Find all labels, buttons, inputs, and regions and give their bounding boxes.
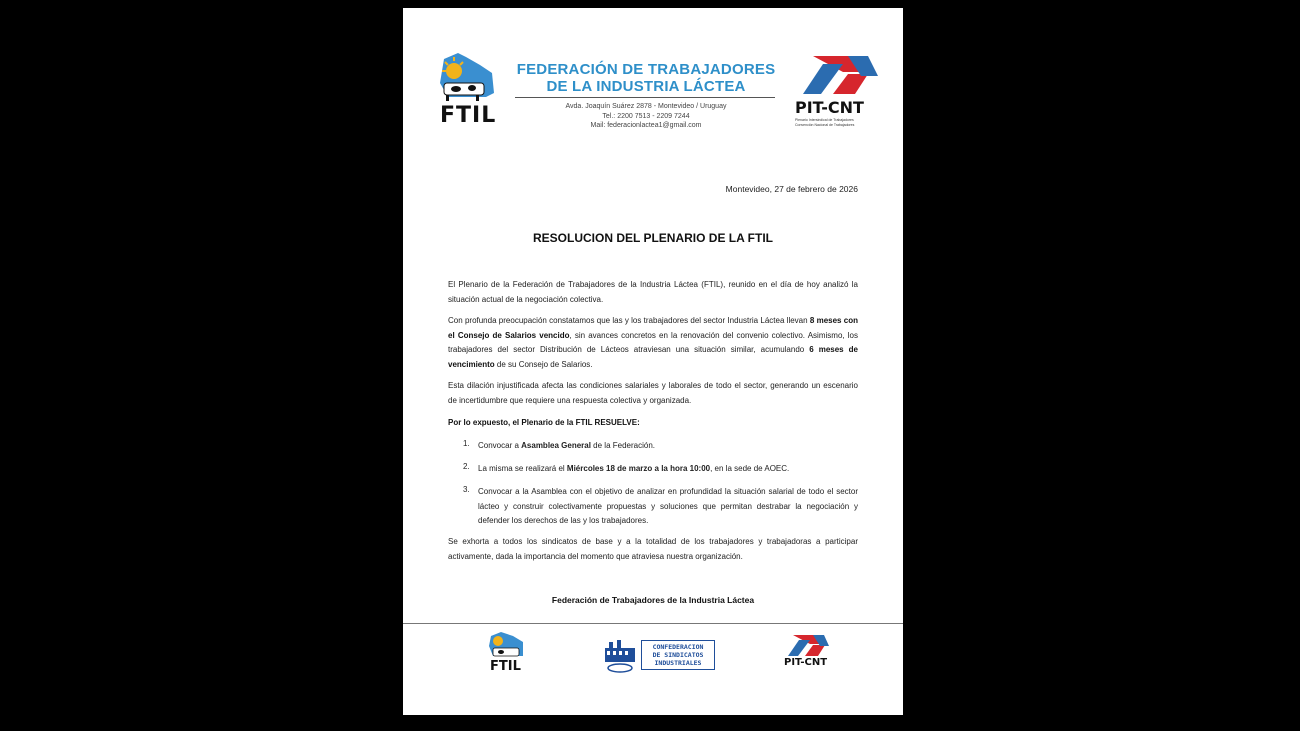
ftil-logo-text: FTIL (440, 103, 497, 128)
item-1 (478, 439, 858, 454)
document-page (403, 8, 903, 715)
item-2 (478, 462, 858, 477)
p2-text-a: Con profunda preocupación constatamos que las y los trabajadores del sector Industria Láctea llevan (448, 316, 810, 325)
footer-pit-cnt-logo (783, 634, 833, 678)
item-2-bold: Miércoles 18 de marzo a la hora 10:00 (566, 464, 711, 473)
item-1-number: 1. (463, 439, 470, 448)
item-3-number: 3. (463, 485, 470, 494)
document-date: Montevideo, 27 de febrero de 2026 (725, 184, 858, 194)
paragraph-2 (448, 314, 858, 372)
ftil-logo (436, 53, 498, 131)
item-2-text-a: La misma se realizará el (478, 464, 567, 473)
item-1-text-c: de la Federación. (590, 441, 655, 450)
csi-line2: DE SINDICATOS (652, 651, 704, 659)
footer-rule (403, 623, 903, 624)
footer-csi-logo (603, 638, 713, 674)
pit-cnt-logo-text: PIT-CNT (795, 98, 864, 117)
item-1-text-a: Convocar a (478, 441, 522, 450)
resolve-heading: Por lo expuesto, el Plenario de la FTIL RESUELVE: (448, 418, 640, 427)
pit-cnt-sub1: Plenario Intersindical de Trabajadores (795, 118, 854, 122)
footer-pit-cnt-text: PIT-CNT (784, 657, 828, 668)
header-phone: Tel.: 2200 7513 - 2209 7244 (602, 112, 690, 120)
p2-text-b: , sin avances concretos en la renovación del convenio colectivo. Asimismo, los trabajadores del sector Distribución de Lácteos atraviesan una situación similar, acumulando (448, 330, 858, 354)
csi-line1: CONFEDERACION (652, 643, 704, 651)
item-3: Convocar a la Asamblea con el objetivo de analizar en profundidad la situación salarial de todo el sector lácteo y construir colectivamente propuestas y soluciones que permitan destrabar la negociación y defender los derechos de las y los trabajadores. (478, 487, 858, 525)
footer-ftil-text: FTIL (490, 659, 521, 674)
item-2-text-c: , en la sede de AOEC. (710, 464, 790, 473)
closing-paragraph: Se exhorta a todos los sindicatos de base y a la totalidad de los trabajadores y trabajadoras a participar activamente, dada la importancia del momento que atraviesa nuestra organización. (448, 537, 858, 561)
header-mail: Mail: federacionlactea1@gmail.com (590, 122, 702, 129)
csi-line3: INDUSTRIALES (654, 659, 702, 667)
header-title (515, 61, 777, 95)
header-address: Avda. Joaquín Suárez 2878 - Montevideo / Uruguay (565, 103, 727, 110)
header-address-block (515, 102, 777, 131)
signature: Federación de Trabajadores de la Industria Láctea (551, 595, 755, 605)
footer-csi-text (641, 640, 715, 670)
pit-cnt-logo (793, 54, 883, 132)
p2-bold-b: 6 meses de vencimiento (448, 345, 858, 369)
p2-text-c: de su Consejo de Salarios. (494, 359, 593, 369)
p2-bold-a: 8 meses con el Consejo de Salarios vencido (448, 316, 858, 340)
item-2-number: 2. (463, 462, 470, 471)
item-1-bold: Asamblea General (521, 441, 591, 450)
document-title: RESOLUCION DEL PLENARIO DE LA FTIL (532, 231, 773, 245)
header-title-line1: FEDERACIÓN DE TRABAJADORES (516, 61, 776, 78)
header-rule (515, 97, 775, 98)
paragraph-3: Esta dilación injustificada afecta las condiciones salariales y laborales de todo el sector, generando un escenario de incertidumbre que requiere una respuesta colectiva y organizada. (448, 381, 858, 405)
header-title-line2: DE LA INDUSTRIA LÁCTEA (546, 78, 746, 95)
paragraph-1: El Plenario de la Federación de Trabajadores de la Industria Láctea (FTIL), reunido en el día de hoy analizó la situación actual de la negociación colectiva. (448, 280, 858, 304)
pit-cnt-sub2: Convención Nacional de Trabajadores (795, 123, 855, 127)
footer-ftil-logo (487, 632, 527, 678)
